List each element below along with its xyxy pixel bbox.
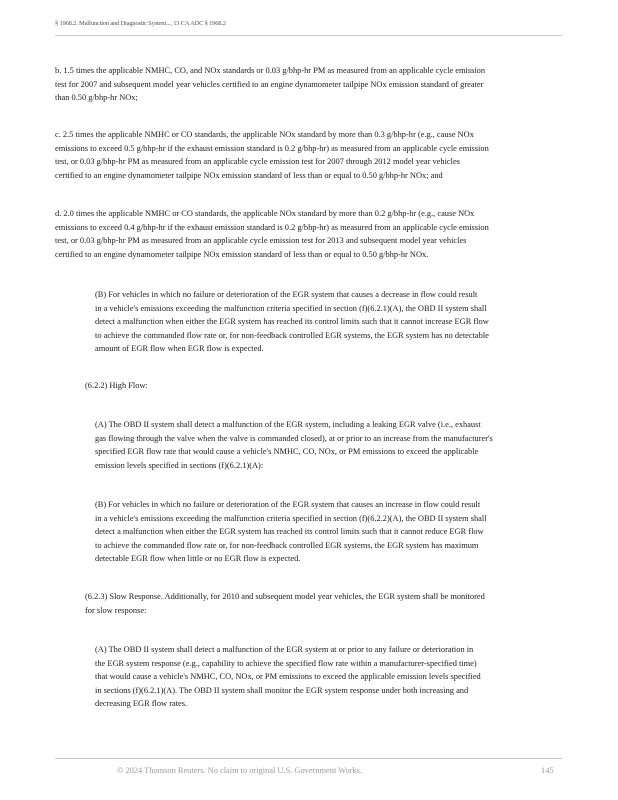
text-line: to achieve the commanded flow rate or, for non-feedback controlled EGR systems, the EGR system has maximum	[95, 540, 479, 550]
paragraph-b	[55, 64, 485, 105]
text-line: b. 1.5 times the applicable NMHC, CO, and NOx standards or 0.03 g/bhp-hr PM as measured from an applicable cycle emission	[55, 66, 486, 75]
text-line: detect a malfunction when either the EGR system has reached its control limits such that it cannot increase EGR flow	[95, 317, 489, 327]
text-line: (B) For vehicles in which no failure or deterioration of the EGR system that causes an increase in flow could result	[95, 500, 481, 509]
paragraph-slow-response-a	[95, 643, 481, 711]
page-number: 145	[541, 766, 554, 775]
text-line: (B) For vehicles in which no failure or deterioration of the EGR system that causes a decrease in flow could result	[95, 290, 478, 299]
footer-copyright: © 2024 Thomson Reuters. No claim to original U.S. Government Works.	[117, 766, 362, 775]
text-line: certified to an engine dynamometer tailpipe NOx emission standard of less than or equal to 0.50 g/bhp-hr NOx; and	[55, 170, 443, 180]
text-line: (6.2.2) High Flow:	[85, 381, 148, 390]
text-line: (6.2.3) Slow Response. Additionally, for 2010 and subsequent model year vehicles, the EGR system shall be monitored	[85, 592, 485, 601]
paragraph-high-flow-a	[95, 418, 493, 472]
paragraph-high-flow-b	[95, 498, 487, 566]
high-flow-heading	[85, 379, 148, 393]
paragraph-c	[55, 128, 489, 182]
text-line: the EGR system response (e.g., capability to achieve the specified flow rate within a manufacturer-specified time)	[95, 658, 477, 668]
text-line: emissions to exceed 0.5 g/bhp-hr if the exhaust emission standard is 0.2 g/bhp-hr) as measured from an applicable cycle emission	[55, 143, 489, 153]
text-line: (A) The OBD II system shall detect a malfunction of the EGR system, including a leaking EGR valve (i.e., exhaust	[95, 420, 481, 429]
text-line: c. 2.5 times the applicable NMHC or CO standards, the applicable NOx standard by more than 0.3 g/bhp-hr (e.g., cause NOx	[55, 130, 474, 139]
text-line: detectable EGR flow when little or no EGR flow is expected.	[95, 554, 301, 564]
running-head: § 1968.2. Malfunction and Diagnostic System..., 13 CA ADC § 1968.2	[55, 20, 226, 27]
paragraph-d	[55, 207, 489, 261]
header-divider	[55, 35, 562, 36]
text-line: in a vehicle's emissions exceeding the malfunction criteria specified in section (f)(6.2.1)(A), the OBD II system shall	[95, 303, 487, 313]
text-line: that would cause a vehicle's NMHC, CO, NOx, or PM emissions to exceed the applicable emission levels specified	[95, 672, 481, 682]
text-line: amount of EGR flow when EGR flow is expected.	[95, 344, 264, 354]
text-line: detect a malfunction when either the EGR system has reached its control limits such that it cannot reduce EGR flow	[95, 527, 484, 537]
footer-divider	[55, 758, 562, 759]
text-line: emission levels specified in sections (f)(6.2.1)(A):	[95, 460, 264, 470]
text-line: test for 2007 and subsequent model year vehicles certified to an engine dynamometer tailpipe NOx emission standard of greater	[55, 79, 484, 89]
text-line: for slow response:	[85, 605, 147, 615]
text-line: emissions to exceed 0.4 g/bhp-hr if the exhaust emission standard is 0.2 g/bhp-hr) as measured from an applicable cycle emission	[55, 222, 489, 232]
text-line: to achieve the commanded flow rate or, for non-feedback controlled EGR systems, the EGR system has no detectable	[95, 330, 489, 340]
text-line: than 0.50 g/bhp-hr NOx;	[55, 93, 138, 103]
text-line: gas flowing through the valve when the valve is commanded closed), at or prior to an increase from the manufacturer's	[95, 433, 493, 443]
text-line: (A) The OBD II system shall detect a malfunction of the EGR system at or prior to any failure or deterioration in	[95, 645, 474, 654]
text-line: test, or 0.03 g/bhp-hr PM as measured from an applicable cycle emission test for 2013 and subsequent model year vehicles	[55, 236, 467, 246]
text-line: in sections (f)(6.2.1)(A). The OBD II system shall monitor the EGR system response under both increasing and	[95, 685, 469, 695]
text-line: certified to an engine dynamometer tailpipe NOx emission standard of less than or equal to 0.50 g/bhp-hr NOx.	[55, 249, 429, 259]
text-line: specified EGR flow rate that would cause a vehicle's NMHC, CO, NOx, or PM emissions to exceed the applicable	[95, 447, 479, 457]
paragraph-slow-response	[85, 590, 485, 617]
paragraph-low-flow-b	[95, 288, 489, 356]
text-line: decreasing EGR flow rates.	[95, 699, 188, 709]
text-line: test, or 0.03 g/bhp-hr PM as measured from an applicable cycle emission test for 2007 through 2012 model year vehicles	[55, 157, 460, 167]
text-line: in a vehicle's emissions exceeding the malfunction criteria specified in section (f)(6.2.2)(A), the OBD II system shall	[95, 513, 487, 523]
text-line: d. 2.0 times the applicable NMHC or CO standards, the applicable NOx standard by more than 0.2 g/bhp-hr (e.g., cause NOx	[55, 209, 475, 218]
